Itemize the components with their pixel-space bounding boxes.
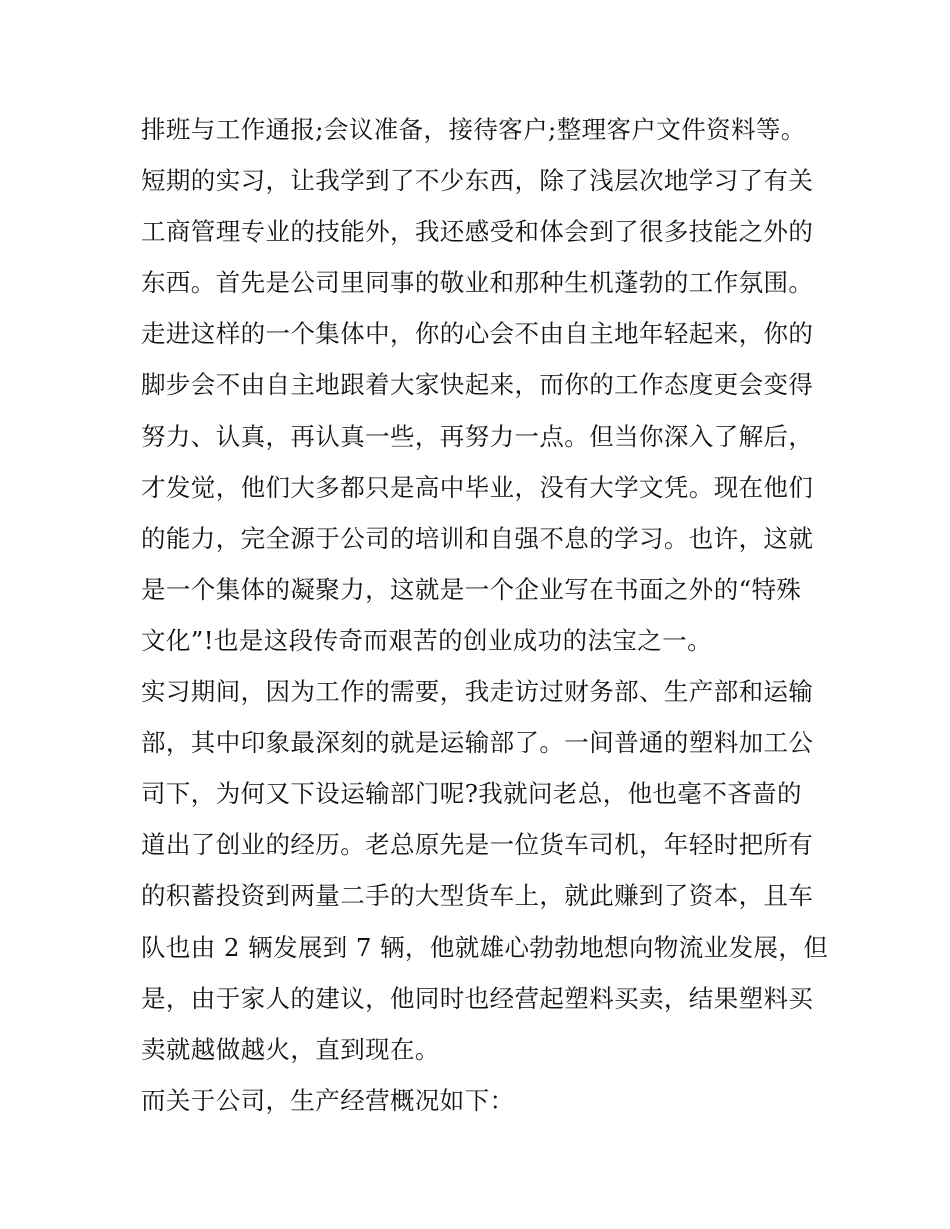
text-line: 司下，为何又下设运输部门呢?我就问老总，他也毫不吝啬的	[141, 779, 802, 809]
text-line: 文化”!也是这段传奇而艰苦的创业成功的法宝之一。	[141, 625, 712, 655]
text-line: 的积蓄投资到两量二手的大型货车上，就此赚到了资本，且车	[141, 881, 814, 911]
text-line: 卖就越做越火，直到现在。	[141, 1034, 440, 1064]
text-line: 工商管理专业的技能外，我还感受和体会到了很多技能之外的	[141, 217, 814, 247]
body-text	[141, 104, 829, 1126]
text-line: 部，其中印象最深刻的就是运输部了。一间普通的塑料加工公	[141, 728, 814, 758]
text-line: 是，由于家人的建议，他同时也经营起塑料买卖，结果塑料买	[141, 983, 814, 1013]
text-line: 的能力，完全源于公司的培训和自强不息的学习。也许，这就	[141, 523, 814, 553]
text-line: 努力、认真，再认真一些，再努力一点。但当你深入了解后，	[141, 421, 814, 451]
text-line: 短期的实习，让我学到了不少东西，除了浅层次地学习了有关	[141, 166, 814, 196]
text-line: 实习期间，因为工作的需要，我走访过财务部、生产部和运输	[141, 677, 814, 707]
text-line: 东西。首先是公司里同事的敬业和那种生机蓬勃的工作氛围。	[141, 268, 814, 298]
text-line: 是一个集体的凝聚力，这就是一个企业写在书面之外的“特殊	[141, 574, 802, 604]
text-line: 排班与工作通报;会议准备，接待客户;整理客户文件资料等。	[141, 115, 806, 144]
text-line: 走进这样的一个集体中，你的心会不由自主地年轻起来，你的	[141, 319, 814, 349]
text-line: 而关于公司，生产经营概况如下：	[141, 1085, 515, 1115]
text-line: 队也由 2 辆发展到 7 辆，他就雄心勃勃地想向物流业发展，但	[141, 932, 829, 962]
text-line: 道出了创业的经历。老总原先是一位货车司机，年轻时把所有	[141, 830, 814, 860]
text-line: 才发觉，他们大多都只是高中毕业，没有大学文凭。现在他们	[141, 472, 814, 502]
text-line: 脚步会不由自主地跟着大家快起来，而你的工作态度更会变得	[141, 370, 814, 400]
